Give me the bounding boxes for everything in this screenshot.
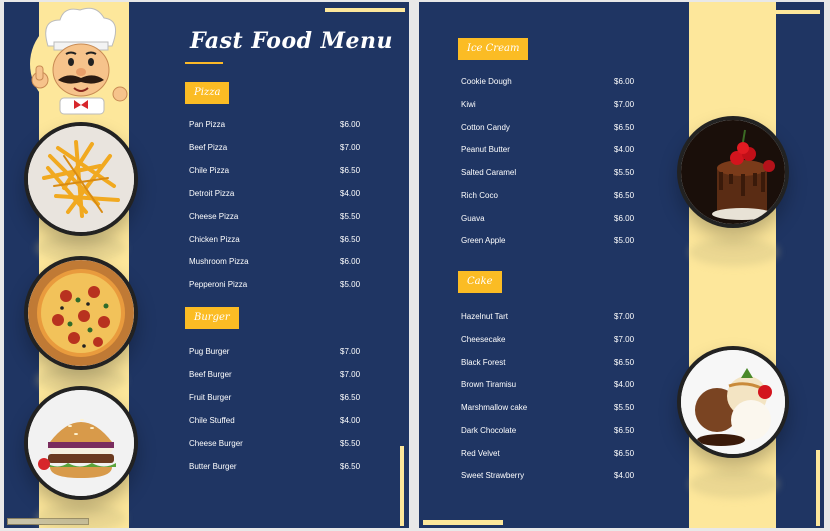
category-ice-cream: Ice Cream — [458, 38, 528, 60]
item-name: Butter Burger — [189, 461, 237, 471]
menu-item — [461, 356, 644, 370]
menu-item — [189, 118, 370, 132]
item-name: Pan Pizza — [189, 120, 226, 129]
menu-item — [461, 121, 644, 135]
item-name: Pug Burger — [189, 347, 230, 356]
menu-title: Fast Food Menu — [190, 28, 394, 54]
item-price: $6.50 — [340, 234, 361, 244]
menu-item — [461, 166, 644, 180]
item-price: $5.00 — [340, 280, 361, 290]
item-price: $5.50 — [614, 168, 635, 177]
menu-item — [461, 333, 644, 347]
item-name: Cheesecake — [461, 334, 506, 344]
menu-item — [189, 437, 370, 451]
item-name: Cookie Dough — [461, 77, 512, 86]
pizza-image — [24, 256, 138, 370]
menu-page-right — [419, 2, 824, 528]
menu-page-left — [4, 2, 409, 528]
item-price: $6.00 — [614, 77, 635, 86]
item-price: $6.50 — [614, 448, 635, 458]
item-price: $6.50 — [340, 392, 361, 402]
menu-item — [189, 255, 370, 269]
decor-bar-top — [325, 8, 405, 12]
item-name: Guava — [461, 213, 485, 223]
item-name: Chile Stuffed — [189, 415, 235, 425]
item-name: Cheese Burger — [189, 438, 243, 448]
item-name: Rich Coco — [461, 190, 498, 200]
item-price: $6.50 — [614, 357, 635, 367]
category-burger: Burger — [185, 307, 239, 329]
image-shadow — [689, 470, 779, 498]
menu-item — [461, 143, 644, 157]
item-price: $4.00 — [340, 188, 361, 198]
menu-item — [189, 164, 370, 178]
item-name: Hazelnut Tart — [461, 312, 508, 321]
menu-item — [189, 460, 370, 474]
item-name: Dark Chocolate — [461, 425, 517, 435]
menu-item — [461, 212, 644, 226]
item-name: Beef Burger — [189, 369, 232, 379]
decor-bar-side — [816, 450, 820, 526]
menu-item — [461, 234, 644, 248]
menu-item — [461, 98, 644, 112]
item-name: Green Apple — [461, 236, 506, 246]
item-name: Chicken Pizza — [189, 234, 240, 244]
item-price: $6.50 — [614, 190, 635, 200]
menu-item — [189, 414, 370, 428]
menu-item — [461, 469, 644, 483]
menu-item — [189, 233, 370, 247]
item-name: Brown Tiramisu — [461, 380, 517, 390]
item-price: $7.00 — [340, 347, 361, 356]
item-price: $6.50 — [614, 425, 635, 435]
item-price: $5.50 — [614, 403, 635, 412]
menu-item — [189, 391, 370, 405]
title-underline — [185, 62, 223, 64]
item-name: Fruit Burger — [189, 392, 232, 402]
menu-item — [189, 210, 370, 224]
item-price: $4.00 — [614, 145, 635, 155]
menu-item — [461, 310, 644, 324]
decor-bar-bottom — [423, 520, 503, 525]
menu-item — [461, 75, 644, 89]
burger-image — [24, 386, 138, 500]
ice-cream-image — [677, 346, 789, 458]
item-price: $4.00 — [614, 471, 635, 481]
item-price: $6.50 — [340, 461, 361, 471]
item-name: Beef Pizza — [189, 142, 228, 152]
menu-item — [189, 368, 370, 382]
item-name: Cheese Pizza — [189, 211, 239, 221]
chocolate-cake-image — [677, 116, 789, 228]
image-shadow — [36, 504, 126, 528]
menu-item — [461, 378, 644, 392]
item-price: $4.00 — [614, 380, 635, 390]
item-price: $7.00 — [340, 369, 361, 379]
item-name: Kiwi — [461, 99, 476, 109]
item-price: $6.00 — [614, 213, 635, 223]
item-name: Sweet Strawberry — [461, 471, 525, 481]
menu-item — [461, 189, 644, 203]
item-name: Cotton Candy — [461, 122, 510, 132]
item-price: $4.00 — [340, 415, 361, 425]
item-price: $6.00 — [340, 120, 361, 129]
item-price: $5.50 — [340, 211, 361, 221]
item-name: Mushroom Pizza — [189, 257, 249, 267]
fries-image — [24, 122, 138, 236]
decor-bar-top — [740, 10, 820, 14]
item-name: Black Forest — [461, 357, 506, 367]
menu-item — [461, 447, 644, 461]
chef-logo — [24, 6, 132, 118]
menu-item — [189, 278, 370, 292]
item-name: Chile Pizza — [189, 165, 230, 175]
category-pizza: Pizza — [185, 82, 229, 104]
image-shadow — [689, 238, 779, 266]
category-cake: Cake — [458, 271, 502, 293]
item-price: $6.00 — [340, 257, 361, 267]
menu-item — [189, 141, 370, 155]
item-price: $5.50 — [340, 438, 361, 448]
item-name: Red Velvet — [461, 448, 500, 458]
menu-item — [189, 345, 370, 359]
menu-item — [189, 187, 370, 201]
menu-item — [461, 401, 644, 415]
menu-item — [461, 424, 644, 438]
item-price: $7.00 — [614, 334, 635, 344]
item-price: $7.00 — [614, 99, 635, 109]
item-price: $6.50 — [340, 165, 361, 175]
item-name: Detroit Pizza — [189, 188, 235, 198]
decor-bar-side — [400, 446, 404, 526]
item-name: Peanut Butter — [461, 145, 510, 155]
item-price: $6.50 — [614, 122, 635, 132]
item-price: $7.00 — [614, 312, 635, 321]
item-price: $5.00 — [614, 236, 635, 246]
item-name: Pepperoni Pizza — [189, 280, 248, 290]
item-price: $7.00 — [340, 142, 361, 152]
item-name: Salted Caramel — [461, 168, 517, 177]
item-name: Marshmallow cake — [461, 403, 528, 412]
